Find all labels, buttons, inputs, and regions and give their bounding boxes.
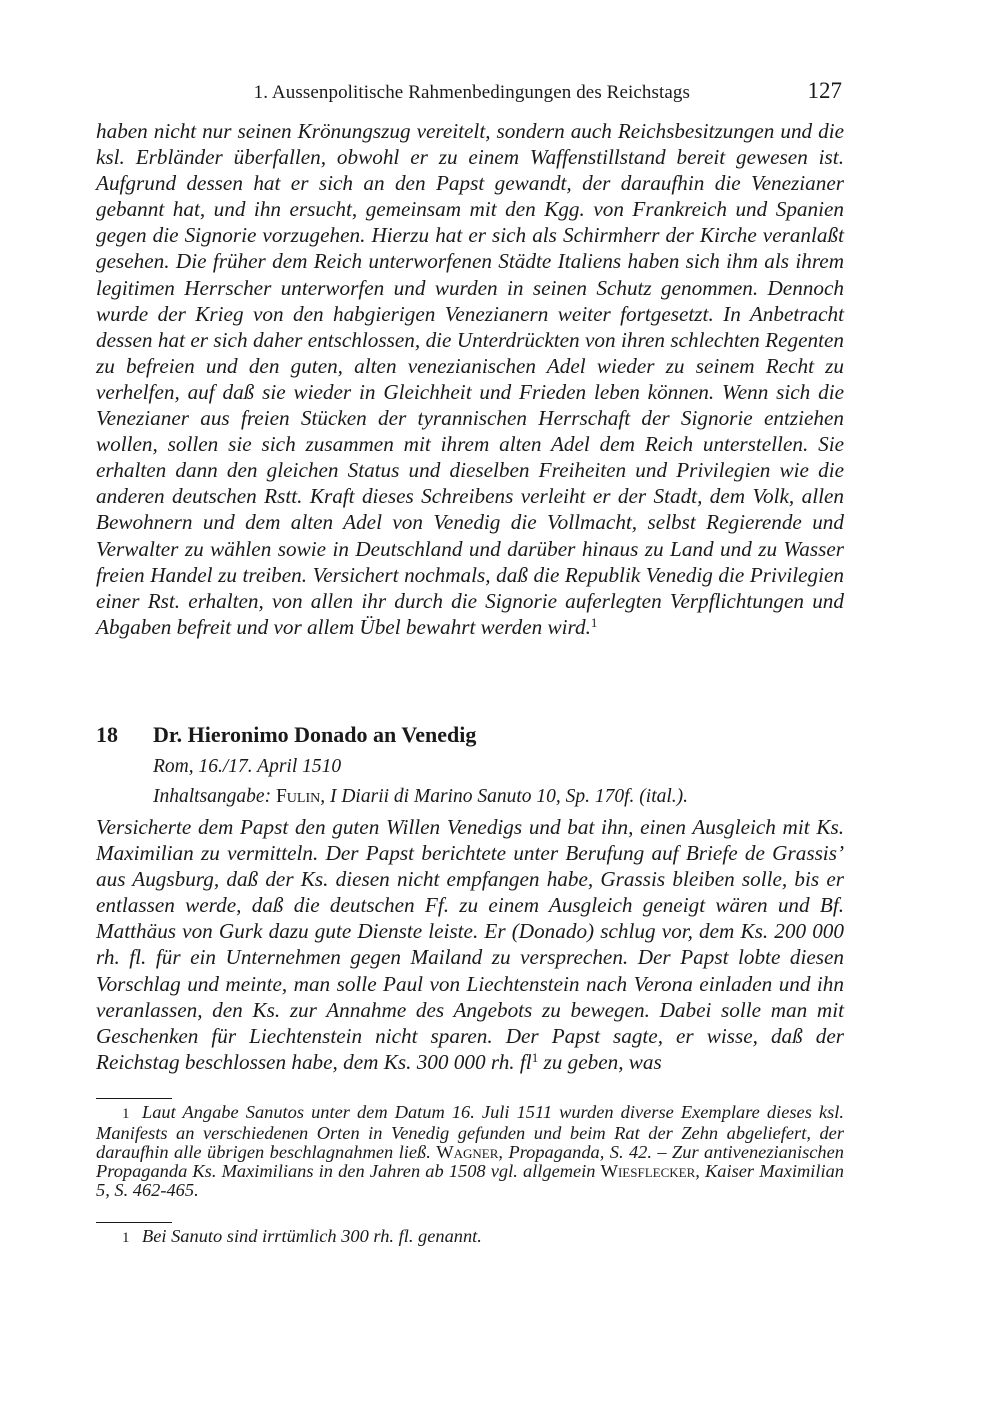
page-header bbox=[96, 78, 844, 108]
entry-heading bbox=[96, 718, 844, 752]
entry-source bbox=[153, 782, 844, 812]
footnote-block-b bbox=[96, 1222, 844, 1248]
document-entry bbox=[96, 718, 844, 1075]
footnote-author: Wiesflecker bbox=[600, 1161, 696, 1181]
footnote-reference: 1 bbox=[531, 1049, 539, 1065]
footnote-reference: 1 bbox=[590, 614, 598, 630]
entry-number: 18 bbox=[96, 722, 118, 747]
running-head: 1. Aussenpolitische Rahmenbedingungen des Reichstags bbox=[253, 82, 690, 103]
footnote-text-part1: Laut Angabe Sanutos unter dem Datum 16. Juli 1511 wurden diverse Exemplare dieses ksl. Manifests an verschiedenen Orten in Venedig gefunden und beim Rat der Zehn abgeliefert, der daraufhin alle übrigen beschlagnahmen ließ. bbox=[96, 1102, 844, 1162]
entry-source-prefix: Inhaltsangabe: bbox=[153, 786, 276, 807]
entry-source-author: Fulin bbox=[275, 786, 321, 807]
entry-summary bbox=[96, 814, 844, 1075]
entry-summary-part1: Versicherte dem Papst den guten Willen Venedigs und bat ihn, einen Ausgleich mit Ks. Maximilian zu vermitteln. Der Papst berichtete unter Berufung auf Briefe de Grassis’ aus Augsburg, daß der Ks. diesen nicht empfangen habe, Grassis bleiben solle, bis er entlassen werde, daß die deutschen Ff. zu einem Ausgleich geneigt wären und Bf. Matthäus von Gurk dazu gute Dienste leiste. Er (Donado) schlug vor, dem Ks. 200 000 rh. fl. für ein Unternehmen gegen Mailand zu versprechen. Der Papst lobte diesen Vorschlag und meinte, man solle Paul von Liechtenstein nach Verona einladen und ihn veranlassen, den Ks. zur Annahme des Angebots zu bewegen. Dabei solle man mit Geschenken für Liechtenstein nicht sparen. Der Papst sagte, er wisse, daß der Reichstag beschlossen habe, dem Ks. 300 000 rh. fl bbox=[96, 815, 844, 1074]
footnote-rule bbox=[96, 1222, 172, 1223]
footnote-mark: 1 bbox=[122, 1230, 130, 1246]
entry-place-date: Rom, 16./17. April 1510 bbox=[153, 756, 342, 777]
footnote-rule bbox=[96, 1098, 172, 1099]
footnote-author: Wagner bbox=[436, 1142, 499, 1162]
entry-title: Dr. Hieronimo Donado an Venedig bbox=[153, 722, 477, 747]
page-number: 127 bbox=[807, 78, 842, 103]
continued-paragraph-text: haben nicht nur seinen Krönungszug vereitelt, sondern auch Reichsbesitzungen und die ksl. Erbländer überfallen, obwohl er zu einem Waffenstillstand bereit gewesen ist. Aufgrund dessen hat er sich an den Papst gewandt, der daraufhin die Venezianer gebannt hat, und ihn ersucht, gemeinsam mit den Kgg. von Frankreich und Spanien gegen die Signorie vorzugehen. Hierzu hat er sich als Schirmherr der Kirche veranlaßt gesehen. Die früher dem Reich unterworfenen Städte Italiens haben sich ihm als ihrem legitimen Herrscher unterworfen und wurden in seinen Schutz genommen. Dennoch wurde der Krieg von den habgierigen Venezianern weiter fortgesetzt. In Anbetracht dessen hat er sich daher entschlossen, die Unterdrückten von ihren schlechten Regenten zu befreien und den guten, alten venezianischen Adel wieder zu seinem Recht zu verhelfen, auf daß sie wieder in Gleichheit und Frieden leben können. Wenn sich die Venezianer aus freien Stücken der tyrannischen Herrschaft der Signorie entziehen wollen, sollen sie sich zusammen mit ihrem alten Adel dem Reich unterstellen. Sie erhalten dann den gleichen Status und dieselben Freiheiten und Privilegien wie die anderen deutschen Rstt. Kraft dieses Schreibens verleiht er der Stadt, dem Volk, allen Bewohnern und dem alten Adel von Venedig die Vollmacht, selbst Regierende und Verwalter zu wählen sowie in Deutschland und darüber hinaus zu Land und zu Wasser freien Handel zu treiben. Versichert nochmals, daß die Republik Venedig die Privilegien einer Rst. erhalten, von allen ihr durch die Signorie auferlegten Verpflichtungen und Abgaben befreit und vor allem Übel bewahrt werden wird. bbox=[96, 119, 844, 639]
continued-text-block bbox=[96, 118, 844, 640]
continued-paragraph bbox=[96, 118, 844, 640]
entry-source-rest: , I Diarii di Marino Sanuto 10, Sp. 170f. (ital.). bbox=[320, 786, 689, 807]
footnote-text-part2: , Propaganda, S. 42. – Zur antivenezianischen Propaganda Ks. Maximilians in den Jahren ab 1508 vgl. allgemein bbox=[96, 1142, 844, 1181]
entry-summary-part2: zu geben, was bbox=[538, 1049, 662, 1074]
footnote-text bbox=[96, 1227, 844, 1248]
footnote-text-part3: , Kaiser Maximilian 5, S. 462-465. bbox=[96, 1161, 844, 1200]
footnote-block-a bbox=[96, 1098, 844, 1200]
footnote-text bbox=[96, 1103, 844, 1200]
footnote-mark: 1 bbox=[122, 1106, 130, 1122]
footnote-text-body: Bei Sanuto sind irrtümlich 300 rh. fl. genannt. bbox=[142, 1226, 482, 1246]
